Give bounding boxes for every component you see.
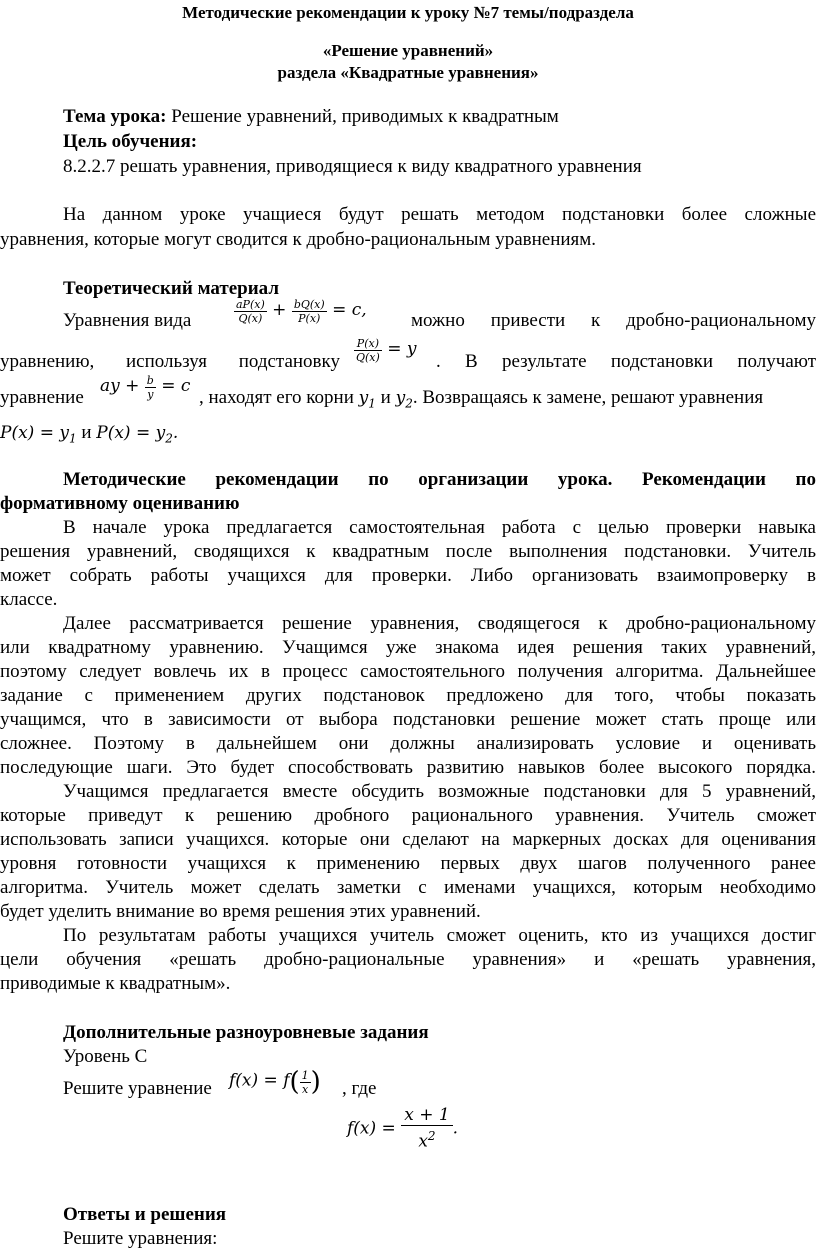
formula-equation-form: $\frac{aP(x)}{Q(x)}$ + $\frac{bQ(x)}{P(x)}$ = c, (236, 298, 367, 325)
methods-line: классе. (0, 589, 58, 610)
answers-line: Решите уравнения: (63, 1228, 218, 1249)
theory-heading: Теоретический материал (63, 278, 279, 299)
answers-heading: Ответы и решения (63, 1204, 227, 1225)
methods-line: По результатам работы учащихся учитель сможет оценить, кто из учащихся достиг (63, 925, 816, 946)
methods-line: учащимся, что в зависимости от выбора подстановки решение может стать проще или (0, 709, 816, 730)
theory-line-4: $P(x) = y_1$ и $P(x) = y_2$. (0, 422, 179, 446)
extra-heading: Дополнительные разноуровневые задания (63, 1022, 429, 1043)
doc-title: Методические рекомендации к уроку №7 темы/подраздела (182, 3, 634, 22)
topic-text: Решение уравнений, приводимых к квадратным (166, 106, 559, 127)
formula-reduced-equation: ay + $\frac{b}{y}$ = c (100, 374, 191, 401)
intro-line-2: уравнения, которые могут сводится к дробно-рациональным уравнениям. (0, 229, 597, 250)
methods-line: использовать записи учащихся. которые они сделают на маркерных досках для оценивания (0, 829, 816, 850)
methods-line: которые приведут к решению дробного рационального уравнения. Учитель сможет (0, 805, 816, 826)
doc-subtitle: «Решение уравнений» (322, 41, 494, 60)
methods-line: уровня готовности учащихся к применению первых двух шагов полученного ранее (0, 853, 816, 874)
methods-line: решения уравнений, сводящихся к квадратным после выполнения подстановки. Учитель (0, 541, 816, 562)
formula-substitution: $\frac{P(x)}{Q(x)}$ = y (356, 337, 417, 364)
intro-line-1: На данном уроке учащиеся будут решать методом подстановки более сложные (63, 204, 816, 225)
methods-line: приводимые к квадратным». (0, 973, 231, 994)
methods-heading-line-2: формативному оцениванию (0, 493, 240, 514)
methods-line: алгоритма. Учитель может сделать заметки с именами учащихся, которым необходимо (0, 877, 816, 898)
goal-label: Цель обучения: (63, 131, 198, 152)
formula-function-definition: f(x) = $\frac{x + 1}{x^2}$ . (347, 1105, 459, 1152)
methods-line: Далее рассматривается решение уравнения, сводящегося к дробно-рациональному (63, 613, 816, 634)
methods-heading-line-1: Методические рекомендации по организации урока. Рекомендации по (63, 469, 816, 490)
doc-section: раздела «Квадратные уравнения» (277, 63, 539, 82)
methods-line: может собрать работы учащихся для проверки. Либо организовать взаимопроверку в (0, 565, 816, 586)
methods-line: поэтому следует вовлечь их в процесс самостоятельного получения алгоритма. Дальнейшее (0, 661, 816, 682)
theory-line-2-end: . В результате подстановки получают (436, 351, 816, 372)
task-line-end: , где (342, 1078, 377, 1099)
theory-line-1-start: Уравнения вида (63, 310, 192, 331)
methods-line: цели обучения «решать дробно-рациональные уравнения» и «решать уравнения, (0, 949, 816, 970)
task-line: Решите уравнение (63, 1078, 212, 1099)
methods-line: Учащимся предлагается вместе обсудить возможные подстановки для 5 уравнений, (63, 781, 816, 802)
methods-line: будет уделить внимание во время решения этих уравнений. (0, 901, 481, 922)
theory-line-3-mid: , находят его корни $y_1$ и $y_2$. Возвращаясь к замене, решают уравнения (199, 387, 764, 411)
methods-line: или квадратному уравнению. Учащимся уже знакома идея решения таких уравнений, (0, 637, 816, 658)
formula-task-equation: f(x) = f( $\frac{1}{x}$ ) (229, 1067, 321, 1097)
methods-line: последующие шаги. Это будет способствовать развитию навыков более высокого порядка. (0, 757, 816, 778)
methods-line: В начале урока предлагается самостоятельная работа с целью проверки навыка (63, 517, 816, 538)
lesson-topic (63, 105, 559, 129)
theory-line-3-start: уравнение (0, 387, 84, 408)
topic-label: Тема урока: (63, 106, 167, 127)
level-label: Уровень С (63, 1046, 148, 1067)
methods-line: задание с применением других подстановок предложено для того, чтобы показать (0, 685, 816, 706)
goal-text: 8.2.2.7 решать уравнения, приводящиеся к виду квадратного уравнения (63, 156, 642, 177)
theory-line-1-end: можно привести к дробно-рациональному (411, 310, 816, 331)
theory-line-2-start: уравнению, используя подстановку (0, 351, 340, 372)
methods-line: сложнее. Поэтому в дальнейшем они должны анализировать условие и оценивать (0, 733, 816, 754)
